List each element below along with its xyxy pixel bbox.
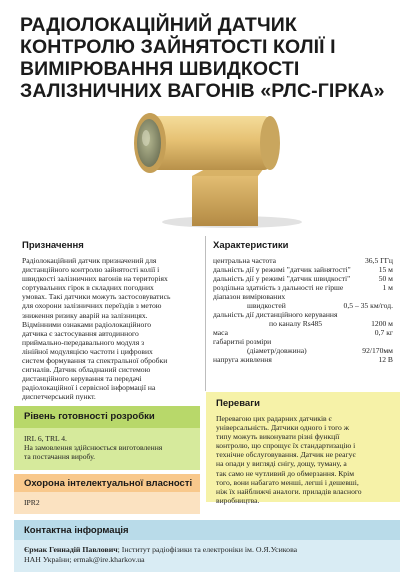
text-line: контролю, що спрощує їх стандартизацію і — [216, 441, 356, 451]
spec-label: дальність дії у режимі "датчик зайнятості" — [213, 265, 351, 274]
radar-sensor-photo — [0, 104, 414, 234]
spec-label: роздільна здатність з дальності не гірше — [213, 283, 344, 292]
text-line: сигналів. Датчик обладнаний системою — [22, 365, 151, 375]
text-line: умовах. Такі датчики можуть застосовуватись — [22, 292, 171, 302]
text-line: Перевагою цих радарних датчиків є — [216, 414, 332, 423]
text-line: виробництва. — [216, 495, 260, 505]
text-line: технічне обслуговування. Датчик не реагує — [216, 450, 356, 460]
text-line: систем формування та спектральної обробки — [22, 356, 168, 366]
specs-heading: Характеристики — [213, 240, 289, 251]
specs-table — [213, 256, 393, 364]
text-line: швидкості залізничних вагонів на територіях — [22, 274, 168, 284]
page-title — [20, 14, 404, 102]
spec-label: дальність дії у режимі "датчик швидкості" — [213, 274, 351, 283]
spec-row — [213, 346, 393, 355]
spec-value: 0,7 кг — [374, 328, 393, 337]
spec-row — [213, 301, 393, 310]
spec-row — [213, 283, 393, 292]
spec-label: напруга живлення — [213, 355, 272, 364]
advantages-box — [206, 392, 400, 505]
spec-row — [213, 355, 393, 364]
spec-label: центральна частота — [213, 256, 276, 265]
contact-heading: Контактна інформація — [24, 525, 129, 536]
text-line: лінійної модуляцією частоти і цифрових — [22, 346, 153, 356]
text-line: та постачання виробу. — [24, 452, 96, 462]
spec-value: 15 м — [378, 265, 393, 274]
text-line: Радіолокаційний датчик призначений для — [22, 256, 157, 265]
text-line: типу можуть виконувати різні функції — [216, 432, 340, 442]
spec-row — [213, 337, 393, 346]
ip-box — [14, 474, 200, 514]
spec-row — [213, 310, 393, 319]
spec-row — [213, 274, 393, 283]
title-line: КОНТРОЛЮ ЗАЙНЯТОСТІ КОЛІЇ І — [20, 36, 336, 58]
spec-row — [213, 256, 393, 265]
text-line: датчика є застосування автодинного — [22, 328, 139, 338]
title-line: РАДІОЛОКАЦІЙНИЙ ДАТЧИК — [20, 14, 297, 36]
text-line: універсальність. Датчики одного і того ж — [216, 423, 349, 433]
ip-heading: Охорона інтелектуальної власності — [24, 478, 193, 489]
spec-value: 92/170мм — [362, 346, 393, 355]
spec-value: 36,5 ГГц — [364, 256, 393, 265]
advantages-heading: Переваги — [216, 398, 260, 409]
spec-label: дальність дії дистанційного керування — [213, 310, 338, 319]
spec-value: 50 м — [378, 274, 393, 283]
text-line: На замовлення здійснюється виготовлення — [24, 443, 163, 453]
spec-value: 1 м — [382, 283, 393, 292]
text-line: дистанційного керування та передачі — [22, 374, 142, 384]
text-line: радіолокаційної і сервісної інформації на — [22, 383, 156, 393]
contact-text — [24, 545, 297, 565]
advantages-text — [216, 414, 362, 505]
column-divider — [205, 236, 206, 391]
spec-value: 0,5 – 35 км/год. — [343, 301, 393, 310]
text-line: на опади у вигляді снігу, дощу, туману, а — [216, 459, 347, 469]
purpose-heading: Призначення — [22, 240, 84, 251]
contact-box — [14, 520, 400, 572]
text-line: дистанційного контролю зайнятості колії і — [22, 265, 160, 275]
spec-row — [213, 265, 393, 274]
spec-label: маса — [213, 328, 228, 337]
readiness-box — [14, 406, 200, 470]
contact-line: НАН України; ermak@ire.kharkov.ua — [24, 555, 145, 564]
spec-value: 12 В — [378, 355, 393, 364]
title-line: ВИМІРЮВАННЯ ШВИДКОСТІ — [20, 58, 300, 80]
spec-row — [213, 319, 393, 328]
contact-institute: ; Інститут радіофізики та електроніки ім. О.Я.Усикова — [117, 545, 298, 554]
contact-line — [24, 545, 297, 555]
text-line: того, вони набагато менші, легші і дешевші, — [216, 477, 359, 487]
text-line: сортувальних гірок в складних погодних — [22, 283, 154, 293]
text-line: ніж їх найближчі аналоги. приладів власного — [216, 486, 362, 496]
spec-value: 1200 м — [371, 319, 393, 328]
text-line: Відмінними ознаками радіолокаційного — [22, 319, 152, 329]
spec-label: діапазон вимірюваних — [213, 292, 286, 301]
text-line: так само не чутливий до обмерзання. Крім — [216, 468, 355, 478]
title-line: ЗАЛІЗНИЧНИХ ВАГОНІВ «РЛС-ГІРКА» — [20, 80, 385, 102]
text-line: IRL 6, TRL 4. — [24, 434, 67, 443]
spec-label: (діаметр/довжина) — [247, 346, 307, 355]
spec-label: габаритні розміри — [213, 337, 272, 346]
readiness-text — [24, 434, 162, 462]
text-line: зниження ризику аварій на залізницях. — [22, 310, 148, 320]
ip-text: IPR2 — [24, 498, 40, 507]
spec-row — [213, 292, 393, 301]
text-line: приймально-передавального модуля з — [22, 337, 145, 347]
purpose-text — [22, 256, 200, 402]
contact-name: Єрмак Геннадій Павлович — [24, 545, 118, 554]
spec-label: швидкостей — [247, 301, 286, 310]
spec-label: по каналу Rs485 — [269, 319, 323, 328]
readiness-heading: Рівень готовності розробки — [24, 411, 155, 422]
spec-row — [213, 328, 393, 337]
text-line: диспетчерський пункт. — [22, 392, 96, 402]
text-line: для охорони залізничних переїздів з метою — [22, 301, 162, 311]
